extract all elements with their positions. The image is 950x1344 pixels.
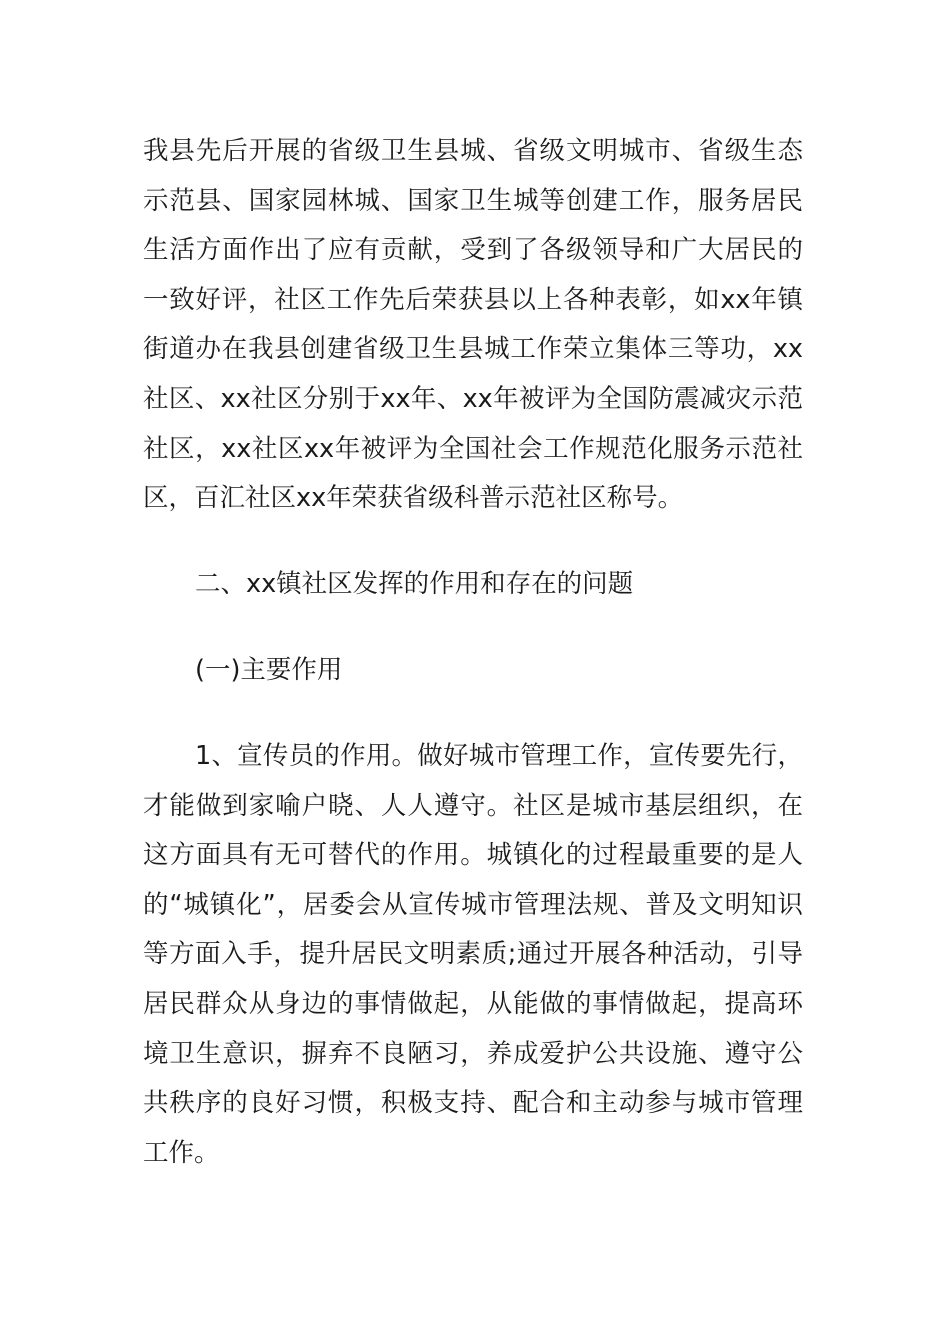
paragraph-propaganda-role: 1、宣传员的作用。做好城市管理工作，宣传要先行，才能做到家喻户晓、人人遵守。社区是城市基层组织，在这方面具有无可替代的作用。城镇化的过程最重要的是人的“城镇化”，居委会从宣传城市管理法规、普及文明知识等方面入手，提升居民文明素质;通过开展各种活动，引导居民群众从身边的事情做起，从能做的事情做起，提高环境卫生意识，摒弃不良陋习，养成爱护公共设施、遵守公共秩序的良好习惯，积极支持、配合和主动参与城市管理工作。 (143, 741, 803, 1168)
subsection-heading: (一)主要作用 (195, 655, 343, 685)
section-heading: 二、xx镇社区发挥的作用和存在的问题 (195, 569, 634, 599)
paragraph-achievements: 我县先后开展的省级卫生县城、省级文明城市、省级生态示范县、国家园林城、国家卫生城等创建工作，服务居民生活方面作出了应有贡献，受到了各级领导和广大居民的一致好评，社区工作先后荣获县以上各种表彰，如xx年镇街道办在我县创建省级卫生县城工作荣立集体三等功，xx社区、xx社区分别于xx年、xx年被评为全国防震减灾示范社区，xx社区xx年被评为全国社会工作规范化服务示范社区，百汇社区xx年荣获省级科普示范社区称号。 (143, 136, 803, 514)
